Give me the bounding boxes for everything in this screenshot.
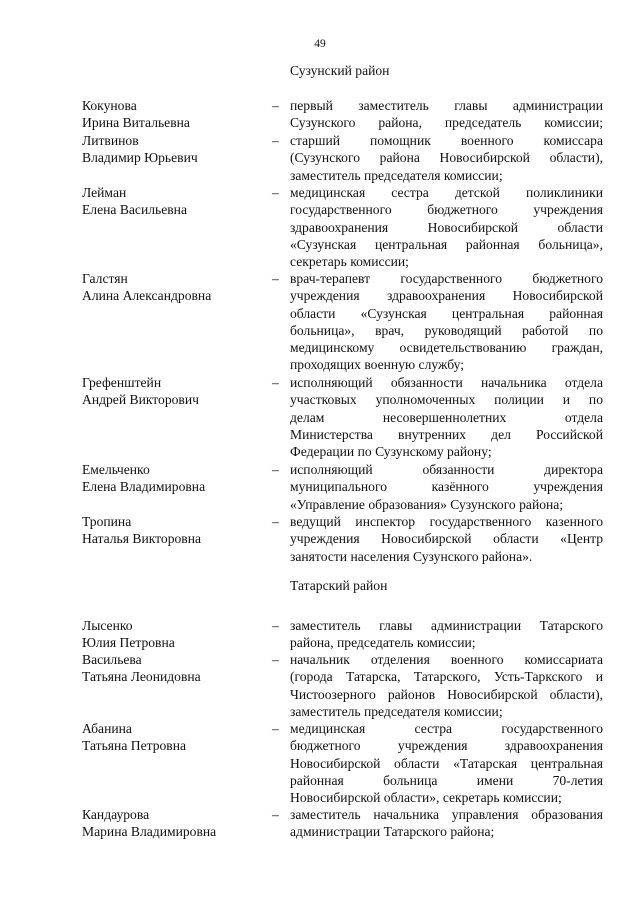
member-dash: –: [272, 618, 279, 633]
member-name: [82, 97, 262, 132]
position-line: занятости населения Сузунского района».: [290, 548, 533, 564]
position-line: старший помощник военного комиссара: [290, 133, 603, 148]
member-given-names: Татьяна Петровна: [82, 738, 187, 754]
member-position: [290, 651, 603, 720]
position-line: районная больница имени 70-летия: [290, 772, 603, 788]
position-line: Новосибирской области», секретарь комиссии;: [290, 790, 562, 806]
position-line: (города Татарска, Татарского, Усть-Таркского и: [290, 669, 603, 685]
position-line: Чистоозерного районов Новосибирской области),: [290, 686, 603, 702]
position-line: ведущий инспектор государственного казенного: [290, 514, 603, 529]
member-position: [290, 617, 603, 652]
member-given-names: Юлия Петровна: [82, 635, 175, 651]
member-name: [82, 270, 262, 305]
member-position: [290, 270, 603, 374]
page-number: 49: [314, 38, 326, 50]
member-position: [290, 184, 603, 270]
position-line: первый заместитель главы администрации: [290, 98, 603, 113]
member-position: [290, 132, 603, 184]
position-line: медицинская сестра государственного: [290, 721, 603, 736]
member-dash: –: [272, 185, 279, 200]
member-given-names: Татьяна Леонидовна: [82, 669, 201, 685]
position-line: заместитель главы администрации Татарского: [290, 618, 603, 633]
position-line: исполняющий обязанности начальника отдела: [290, 375, 603, 390]
member-dash: –: [272, 462, 279, 477]
member-name: [82, 184, 262, 219]
member-surname: Емельченко: [82, 462, 150, 477]
member-given-names: Елена Владимировна: [82, 479, 206, 495]
position-line: администрации Татарского района;: [290, 824, 495, 840]
member-given-names: Марина Владимировна: [82, 824, 217, 840]
member-position: [290, 806, 603, 841]
member-surname: Абанина: [82, 721, 132, 736]
position-line: здравоохранения Новосибирской области: [290, 219, 603, 235]
member-name: [82, 720, 262, 755]
position-line: учреждения Новосибирской области «Центр: [290, 531, 603, 547]
position-line: Министерства внутренних дел Российской: [290, 426, 603, 442]
member-given-names: Ирина Витальевна: [82, 115, 190, 131]
position-line: врач-терапевт государственного бюджетного: [290, 271, 603, 286]
position-line: участковых уполномоченных полиции и по: [290, 392, 603, 408]
member-given-names: Наталья Викторовна: [82, 531, 202, 547]
member-position: [290, 97, 603, 132]
member-name: [82, 513, 262, 548]
member-name: [82, 132, 262, 167]
position-line: Новосибирской области «Татарская центральная: [290, 755, 603, 771]
position-line: бюджетного учреждения здравоохранения: [290, 738, 603, 754]
position-line: заместитель председателя комиссии;: [290, 167, 503, 183]
member-dash: –: [272, 133, 279, 148]
position-line: делам несовершеннолетних отдела: [290, 409, 603, 425]
member-given-names: Алина Александровна: [82, 288, 212, 304]
position-line: заместитель председателя комиссии;: [290, 703, 503, 719]
member-dash: –: [272, 375, 279, 390]
member-name: [82, 651, 262, 686]
member-position: [290, 461, 603, 513]
position-line: секретарь комиссии;: [290, 254, 409, 270]
position-line: медицинская сестра детской поликлиники: [290, 185, 603, 200]
member-dash: –: [272, 514, 279, 529]
position-line: «Управление образования» Сузунского района;: [290, 496, 564, 512]
member-position: [290, 513, 603, 565]
member-dash: –: [272, 807, 279, 822]
member-given-names: Елена Васильевна: [82, 202, 187, 218]
position-line: «Сузунская центральная районная больница»,: [290, 236, 603, 252]
district-heading: Татарский район: [290, 578, 388, 593]
member-position: [290, 374, 603, 460]
member-surname: Галстян: [82, 271, 128, 286]
member-surname: Лейман: [82, 185, 127, 200]
position-line: муниципального казённого учреждения: [290, 479, 603, 495]
member-given-names: Андрей Викторович: [82, 392, 199, 408]
member-dash: –: [272, 98, 279, 113]
member-surname: Грефенштейн: [82, 375, 162, 390]
position-line: больница», врач, руководящий работой по: [290, 322, 603, 338]
member-dash: –: [272, 271, 279, 286]
position-line: области «Сузунская центральная районная: [290, 305, 603, 321]
member-surname: Литвинов: [82, 133, 139, 148]
member-surname: Тропина: [82, 514, 132, 529]
position-line: района, председатель комиссии;: [290, 635, 476, 651]
member-dash: –: [272, 721, 279, 736]
district-heading: Сузунский район: [290, 63, 390, 78]
position-line: медицинскому освидетельствованию граждан,: [290, 340, 603, 356]
position-line: (Сузунского района Новосибирской области),: [290, 150, 603, 166]
member-surname: Лысенко: [82, 618, 133, 633]
position-line: проходящих военную службу;: [290, 357, 464, 373]
position-line: заместитель начальника управления образования: [290, 807, 603, 822]
position-line: Федерации по Сузунскому району;: [290, 444, 492, 460]
member-surname: Васильева: [82, 652, 142, 667]
member-name: [82, 461, 262, 496]
member-name: [82, 806, 262, 841]
position-line: государственного бюджетного учреждения: [290, 202, 603, 218]
member-position: [290, 720, 603, 806]
member-given-names: Владимир Юрьевич: [82, 150, 198, 166]
position-line: учреждения здравоохранения Новосибирской: [290, 288, 603, 304]
member-dash: –: [272, 652, 279, 667]
position-line: исполняющий обязанности директора: [290, 462, 603, 477]
member-name: [82, 374, 262, 409]
member-surname: Кандаурова: [82, 807, 150, 822]
member-name: [82, 617, 262, 652]
member-surname: Кокунова: [82, 98, 137, 113]
position-line: начальник отделения военного комиссариата: [290, 652, 603, 667]
position-line: Сузунского района, председатель комиссии;: [290, 115, 603, 131]
